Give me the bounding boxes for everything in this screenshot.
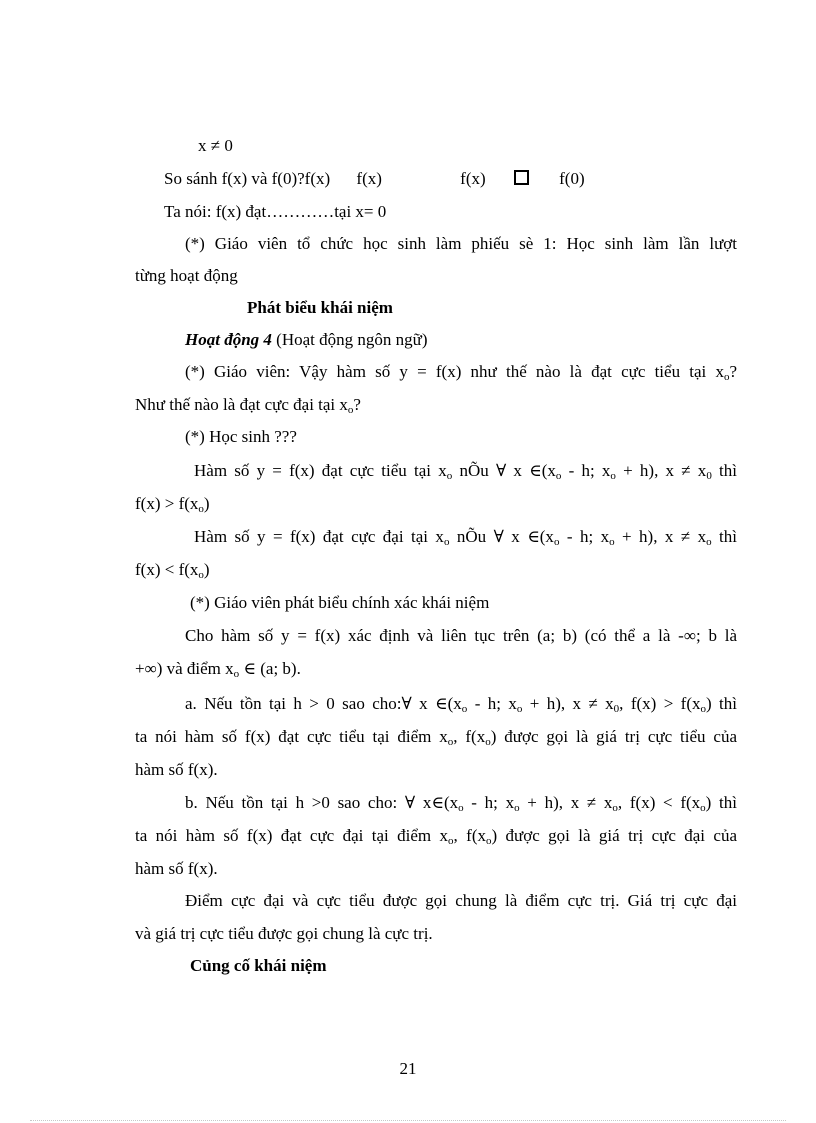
definition-a-line: hàm số f(x).	[135, 760, 218, 779]
definition-line: Cho hàm số y = f(x) xác định và liên tục trên (a; b) (có thể a là -∞; b là	[185, 626, 737, 645]
teacher-line: (*) Giáo viên phát biểu chính xác khái niệm	[190, 593, 490, 612]
section-heading: Củng cố khái niệm	[190, 956, 327, 975]
condition-line: x ≠ 0	[198, 136, 233, 155]
activity-title: Hoạt động 4 (Hoạt động ngôn ngữ)	[185, 330, 428, 349]
max-condition-line: $f(x) < f(x_o)$	[135, 560, 210, 581]
definition-b-line: hàm số f(x).	[135, 859, 218, 878]
definition-b-line: ta nói hàm số f(x) đạt cực đại tại điểm $x_o$, $f(x_o)$ được gọi là giá trị cực đại của	[135, 826, 738, 847]
definition-a-line: ta nói hàm số f(x) đạt cực tiểu tại điểm $x_o$, $f(x_o)$ được gọi là giá trị cực tiểu của	[135, 727, 737, 748]
paragraph-line: (*) Giáo viên tổ chức học sinh làm phiếu sè 1: Học sinh làm lần lượt	[185, 234, 737, 253]
question-line: (*) Giáo viên: Vậy hàm số y = f(x) như thế nào là đạt cực tiểu tại $x_o$?	[185, 362, 737, 383]
student-line: (*) Học sinh ???	[185, 427, 297, 446]
page-number: 21	[399, 1059, 417, 1078]
min-condition-line: $f(x) > f(x_o)$	[135, 494, 210, 515]
question-line: Như thế nào là đạt cực đại tại $x_o$?	[135, 395, 361, 416]
blank-box-icon	[514, 170, 529, 185]
summary-line: Điểm cực đại và cực tiểu được gọi chung là điểm cực trị. Giá trị cực đại	[185, 891, 737, 910]
conclusion-line: Ta nói: f(x) đạt…………tại x= 0	[164, 202, 387, 221]
compare-line: So sánh f(x) và f(0)?f(x) f(x) f(x) f(0)	[164, 169, 585, 188]
summary-line: và giá trị cực tiểu được gọi chung là cực trị.	[135, 924, 433, 943]
section-heading: Phát biểu khái niệm	[247, 298, 393, 317]
paragraph-line: từng hoạt động	[135, 266, 238, 285]
definition-b-line: b. Nếu tồn tại h >0 sao cho: ∀ $x\in(x_o$ - h; $x_o + h$), $x \ne x_o$, $f(x) < f(x_o)$ thì	[185, 793, 737, 814]
max-condition-line: Hàm số y = f(x) đạt cực đại tại $x_o$ nÕu ∀ x $\in(x_o$ - h; $x_o + h$), $x \ne x_o$ thì	[194, 527, 737, 548]
min-condition-line: Hàm số y = f(x) đạt cực tiểu tại $x_o$ nÕu ∀ x $\in(x_o$ - h; $x_o + h$), $x \ne x_0$ thì	[194, 461, 737, 482]
footer-divider	[30, 1120, 786, 1121]
definition-line: +∞) và điểm $x_o$ ∈ (a; b).	[135, 659, 301, 680]
definition-a-line: a. Nếu tồn tại h > 0 sao cho:∀ x $\in(x_o$ - h; $x_o + h$), $x \ne x_0$, $f(x) > f(x_o)$ thì	[185, 694, 738, 715]
